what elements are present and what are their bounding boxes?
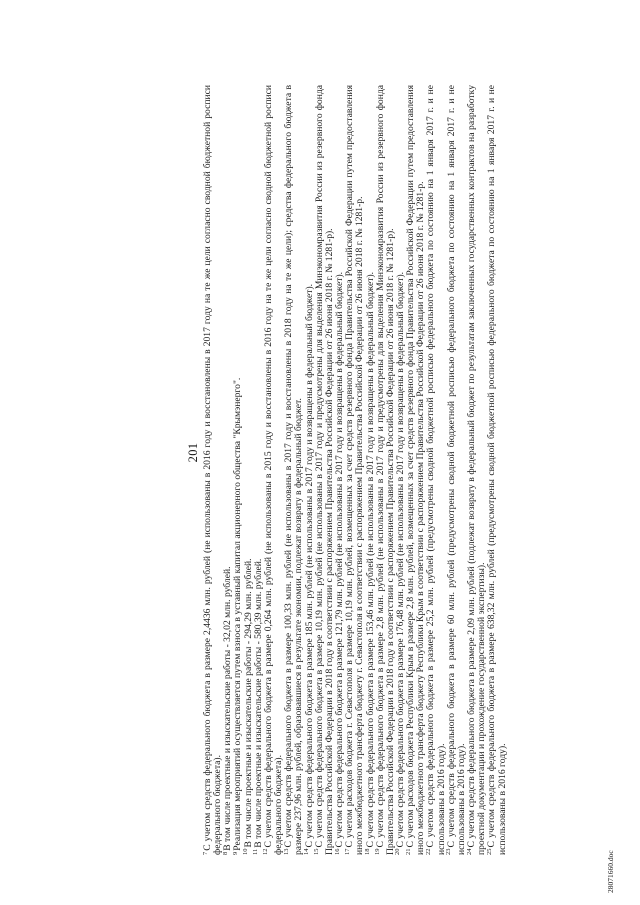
- footnote-text: Реализация мероприятий осуществляется путем взноса в уставный капитал акционерного общества "Крымэнерго".: [232, 377, 244, 851]
- footnote-number: 10: [242, 848, 250, 855]
- footnote-text: С учетом средств федерального бюджета в размере 638,32 млн. рублей (предусмотрены сводной бюджетной росписью федерального бюджета по состоянию на 1 января 2017 г. и не использованы в 2016 году).: [486, 85, 508, 855]
- footnote-number: 24: [465, 848, 473, 855]
- footnotes-list: [203, 85, 508, 855]
- footnote: [447, 85, 467, 855]
- footnote: [406, 85, 426, 855]
- footnote: [487, 85, 507, 855]
- footnote-text: С учетом средств федерального бюджета в размере 60 млн. рублей (предусмотрены сводной бюджетной росписью федерального бюджета по состоянию на 1 января 2017 г. и не использованы в 2016 году).: [445, 85, 467, 855]
- footnote-number: 25: [485, 848, 493, 855]
- footnote-text: С учетом средств федерального бюджета в размере 25,2 млн. рублей (предусмотрены сводной бюджетной росписью федерального бюджета по состоянию на 1 января 2017 г. и не использованы в 2016 году).: [425, 85, 447, 855]
- footnote-text: С учетом средств федерального бюджета в размере 2,4436 млн. рублей (не использованы в 2016 году и восстановлены в 2017 году на те же цели согласно сводной бюджетной росписи федерального бюджета).: [202, 85, 224, 855]
- footnote: [426, 85, 446, 855]
- footnote: [345, 85, 365, 855]
- footnote-text: С учетом средств федерального бюджета в размере 2,09 млн. рублей (подлежат возврату в федеральный бюджет по результатам заключенных государственных контрактов на разработку проектной документации и прохождение государственной экспертизы).: [466, 85, 488, 855]
- footnote: [315, 85, 335, 855]
- footnote-number: 16: [333, 848, 341, 855]
- footnote-text: С учетом средств федерального бюджета в размере 176,48 млн. рублей (не использованы в 2017 году и возвращены в федеральный бюджет).: [394, 271, 406, 848]
- footnote-text: В том числе проектные и изыскательские работы - 580,39 млн. рублей.: [252, 558, 264, 848]
- footnote-text: С учетом средств федерального бюджета в размере 153,46 млн. рублей (не использованы в 2017 году и возвращены в федеральный бюджет).: [364, 271, 376, 848]
- footnote-text: С учетом средств федерального бюджета в размере 2,8 млн. рублей (не использованы в 2017 году и предусмотрены для выделения Минэкономразвития России из резервного фонда Правительства Российской Федерации в 2018 году в соответствии с распоряжением Правительства Российской Федерации от 26 июня 2018 г. № 1281-р).: [374, 85, 396, 855]
- footnote-number: 20: [394, 848, 402, 855]
- footnote: [376, 85, 396, 855]
- footnote-text: С учетом расходов бюджета Республики Крым в размере 2,8 млн. рублей, возмещенных за счет средств резервного фонда Правительства Российской Федерации путем предоставления иного межбюджетного трансферта бюджету Республики Крым в соответствии с распоряжением Правительства Российской Федерации от 26 июня 2018 г. № 1281-р.: [405, 85, 427, 855]
- footnote-number: 9: [231, 851, 239, 855]
- footnote-number: 23: [445, 848, 453, 855]
- footnote-text: В том числе проектные и изыскательские работы - 32,02 млн. рублей.: [222, 566, 234, 851]
- footnote-number: 14: [303, 848, 311, 855]
- footnote-number: 13: [282, 848, 290, 855]
- footnote-number: 22: [424, 848, 432, 855]
- footnote-number: 19: [374, 848, 382, 855]
- footnote-text: С учетом средств федерального бюджета в размере 185 млн. рублей (не использованы в 2017 году и возвращены в федеральный бюджет).: [303, 283, 315, 848]
- footnote: [203, 85, 223, 855]
- footnote-number: 7: [201, 851, 209, 855]
- footnote-text: С учетом средств федерального бюджета в размере 0,264 млн. рублей (не использованы в 2015 году и восстановлены в 2016 году на те же цели согласно сводной бюджетной росписи федерального бюджета).: [262, 85, 285, 855]
- footnote: [264, 85, 284, 855]
- footnote-number: 8: [221, 851, 229, 855]
- footnote-number: 17: [343, 848, 351, 855]
- document-code: 28071660.doc: [606, 850, 615, 893]
- footnote: [467, 85, 487, 855]
- footnote-number: 21: [404, 848, 412, 855]
- footnote-number: 11: [252, 848, 260, 855]
- footnote-text: В том числе проектные и изыскательские работы - 294,29 млн. рублей.: [242, 558, 254, 848]
- footnote-number: 12: [262, 848, 270, 855]
- footnote: [284, 85, 304, 855]
- footnote-text: С учетом средств федерального бюджета в размере 10,19 млн. рублей (не использованы в 2017 году и предусмотрены для выделения Минэкономразвития России из резервного фонда Правительства Российской Федерации в 2018 году в соответствии с распоряжением Правительства Российской Федерации от 26 июня 2018 г. № 1281-р).: [313, 85, 335, 855]
- footnote-text: С учетом средств федерального бюджета в размере 121,79 млн. рублей (не использованы в 2017 году и возвращены в федеральный бюджет).: [334, 271, 346, 848]
- footnote-number: 18: [364, 848, 371, 855]
- page-number: 201: [186, 442, 200, 463]
- footnote-text: С учетом расходов бюджета г. Севастополя в размере 10,19 млн. рублей, возмещенных за счет средств резервного фонда Правительства Российской Федерации путем предоставления иного межбюджетного трансферта бюджету г. Севастополя в соответствии с распоряжением Правительства Российской Федерации от 26 июня 2018 г. № 1281-р.: [344, 85, 366, 855]
- footnote-number: 15: [313, 848, 321, 855]
- footnote-text: С учетом средств федерального бюджета в размере 100,33 млн. рублей (не использованы в 2017 году и восстановлены в 2018 году на те же цели); средства федерального бюджета в размере 237,96 млн. рублей, образовавшиеся в результате экономии, подлежат возврату в федеральный бюджет.: [283, 85, 305, 855]
